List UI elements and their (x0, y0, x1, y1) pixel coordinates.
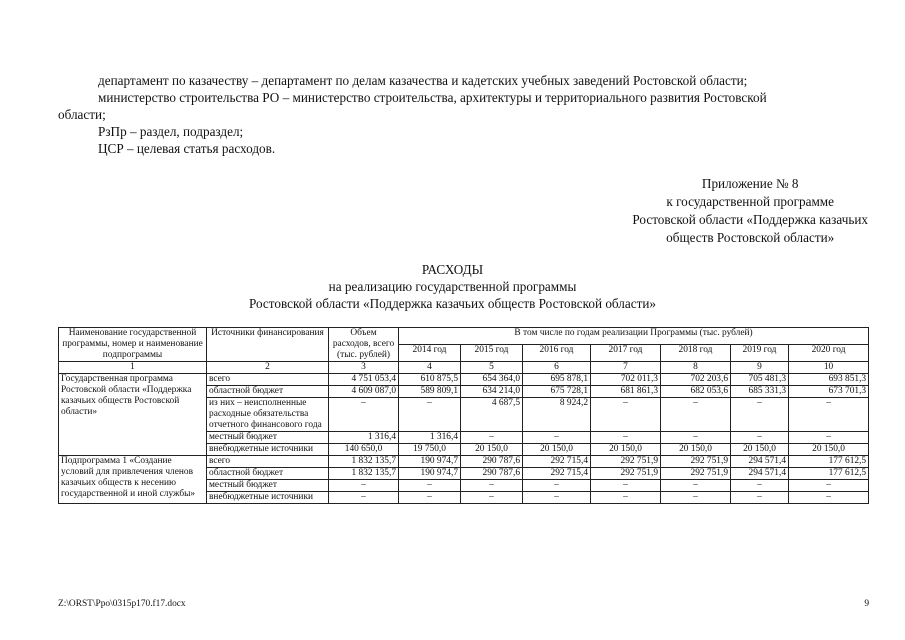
value-cell: 4 751 053,4 (329, 374, 399, 386)
column-number: 8 (661, 362, 731, 374)
header-year: 2014 год (399, 345, 461, 362)
value-cell: 20 150,0 (523, 444, 591, 456)
value-cell: 702 011,3 (591, 374, 661, 386)
source-cell: внебюджетные источники (207, 444, 329, 456)
column-number: 3 (329, 362, 399, 374)
intro-line-4: РзПр – раздел, подраздел; (98, 124, 244, 139)
column-number: 7 (591, 362, 661, 374)
header-year: 2020 год (789, 345, 869, 362)
value-cell: 292 751,9 (591, 456, 661, 468)
value-cell: – (731, 398, 789, 432)
document-subtitle-2: Ростовской области «Поддержка казачьих обществ Ростовской области» (249, 296, 656, 311)
value-cell: – (461, 480, 523, 492)
document-subtitle-1: на реализацию государственной программы (328, 279, 577, 294)
value-cell: – (399, 398, 461, 432)
value-cell: 19 750,0 (399, 444, 461, 456)
header-year: 2015 год (461, 345, 523, 362)
header-year: 2019 год (731, 345, 789, 362)
value-cell: 702 203,6 (661, 374, 731, 386)
page-number: 9 (864, 599, 869, 609)
source-cell: областной бюджет (207, 386, 329, 398)
value-cell: 20 150,0 (461, 444, 523, 456)
value-cell: 294 571,4 (731, 456, 789, 468)
intro-line-5: ЦСР – целевая статья расходов. (98, 141, 276, 156)
value-cell: – (461, 492, 523, 504)
document-title: РАСХОДЫ (421, 262, 484, 277)
intro-line-2: министерство строительства РО – министерство строительства, архитектуры и территориального развития Ростовской (98, 90, 767, 105)
header-by-years: В том числе по годам реализации Программы (тыс. рублей) (399, 328, 869, 345)
intro-line-3: области; (58, 107, 106, 122)
header-source: Источники финансирования (207, 328, 329, 362)
footer-file-path: Z:\ORST\Ppo\0315p170.f17.docx (58, 599, 186, 609)
value-cell: 634 214,0 (461, 386, 523, 398)
value-cell: – (523, 432, 591, 444)
value-cell: 290 787,6 (461, 456, 523, 468)
value-cell: – (523, 492, 591, 504)
appendix-line-3: Ростовской области «Поддержка казачьих (632, 212, 868, 227)
value-cell: – (399, 480, 461, 492)
value-cell: 693 851,3 (789, 374, 869, 386)
value-cell: 8 924,2 (523, 398, 591, 432)
column-number: 10 (789, 362, 869, 374)
value-cell: 1 316,4 (399, 432, 461, 444)
value-cell: 140 650,0 (329, 444, 399, 456)
value-cell: – (661, 492, 731, 504)
value-cell: 290 787,6 (461, 468, 523, 480)
value-cell: 4 687,5 (461, 398, 523, 432)
header-name: Наименование государственной программы, номер и наименование подпрограммы (59, 328, 207, 362)
value-cell: – (523, 480, 591, 492)
column-number: 5 (461, 362, 523, 374)
value-cell: – (591, 398, 661, 432)
value-cell: – (731, 492, 789, 504)
value-cell: 190 974,7 (399, 456, 461, 468)
value-cell: 610 875,5 (399, 374, 461, 386)
source-cell: всего (207, 456, 329, 468)
value-cell: 673 701,3 (789, 386, 869, 398)
value-cell: – (461, 432, 523, 444)
column-number: 4 (399, 362, 461, 374)
value-cell: 675 728,1 (523, 386, 591, 398)
value-cell: 177 612,5 (789, 456, 869, 468)
source-cell: местный бюджет (207, 480, 329, 492)
header-year: 2017 год (591, 345, 661, 362)
column-number: 9 (731, 362, 789, 374)
source-cell: внебюджетные источники (207, 492, 329, 504)
value-cell: 1 316,4 (329, 432, 399, 444)
value-cell: – (661, 480, 731, 492)
header-year: 2018 год (661, 345, 731, 362)
value-cell: – (661, 432, 731, 444)
value-cell: 292 751,9 (661, 456, 731, 468)
header-year: 2016 год (523, 345, 591, 362)
value-cell: 177 612,5 (789, 468, 869, 480)
value-cell: 292 751,9 (661, 468, 731, 480)
value-cell: – (789, 492, 869, 504)
value-cell: 695 878,1 (523, 374, 591, 386)
value-cell: 654 364,0 (461, 374, 523, 386)
value-cell: 294 571,4 (731, 468, 789, 480)
value-cell: – (789, 398, 869, 432)
intro-line-1: департамент по казачеству – департамент по делам казачества и кадетских учебных заведений Ростовской области; (98, 73, 748, 88)
header-volume: Объем расходов, всего (тыс. рублей) (329, 328, 399, 362)
source-cell: областной бюджет (207, 468, 329, 480)
value-cell: 1 832 135,7 (329, 456, 399, 468)
value-cell: 190 974,7 (399, 468, 461, 480)
value-cell: – (399, 492, 461, 504)
appendix-number: Приложение № 8 (701, 176, 799, 191)
value-cell: 20 150,0 (591, 444, 661, 456)
column-number: 6 (523, 362, 591, 374)
table-row (59, 456, 869, 468)
header-row-1 (59, 328, 869, 345)
program-name: Государственная программа Ростовской области «Поддержка казачьих обществ Ростовской области» (59, 374, 207, 456)
value-cell: 589 809,1 (399, 386, 461, 398)
source-cell: местный бюджет (207, 432, 329, 444)
value-cell: 292 715,4 (523, 456, 591, 468)
value-cell: – (731, 480, 789, 492)
value-cell: 681 861,3 (591, 386, 661, 398)
value-cell: – (591, 492, 661, 504)
value-cell: 20 150,0 (661, 444, 731, 456)
appendix-line-4: обществ Ростовской области» (666, 230, 835, 245)
value-cell: – (789, 480, 869, 492)
appendix-block (632, 175, 868, 247)
column-number-row (59, 362, 869, 374)
value-cell: 1 832 135,7 (329, 468, 399, 480)
value-cell: – (329, 492, 399, 504)
source-cell: всего (207, 374, 329, 386)
value-cell: – (591, 432, 661, 444)
value-cell: 705 481,3 (731, 374, 789, 386)
subprogram-name: Подпрограмма 1 «Создание условий для привлечения членов казачьих обществ к несению государственной и иной службы» (59, 456, 207, 504)
value-cell: – (329, 398, 399, 432)
column-number: 2 (207, 362, 329, 374)
value-cell: – (591, 480, 661, 492)
table-row (59, 374, 869, 386)
value-cell: – (731, 432, 789, 444)
value-cell: 4 609 087,0 (329, 386, 399, 398)
value-cell: – (789, 432, 869, 444)
value-cell: – (661, 398, 731, 432)
column-number: 1 (59, 362, 207, 374)
value-cell: 292 751,9 (591, 468, 661, 480)
value-cell: 685 331,3 (731, 386, 789, 398)
expenses-table (58, 327, 869, 504)
appendix-line-2: к государственной программе (666, 194, 835, 209)
value-cell: 292 715,4 (523, 468, 591, 480)
value-cell: 682 053,6 (661, 386, 731, 398)
value-cell: – (329, 480, 399, 492)
value-cell: 20 150,0 (731, 444, 789, 456)
source-cell: из них – неисполненные расходные обязательства отчетного финансового года (207, 398, 329, 432)
value-cell: 20 150,0 (789, 444, 869, 456)
